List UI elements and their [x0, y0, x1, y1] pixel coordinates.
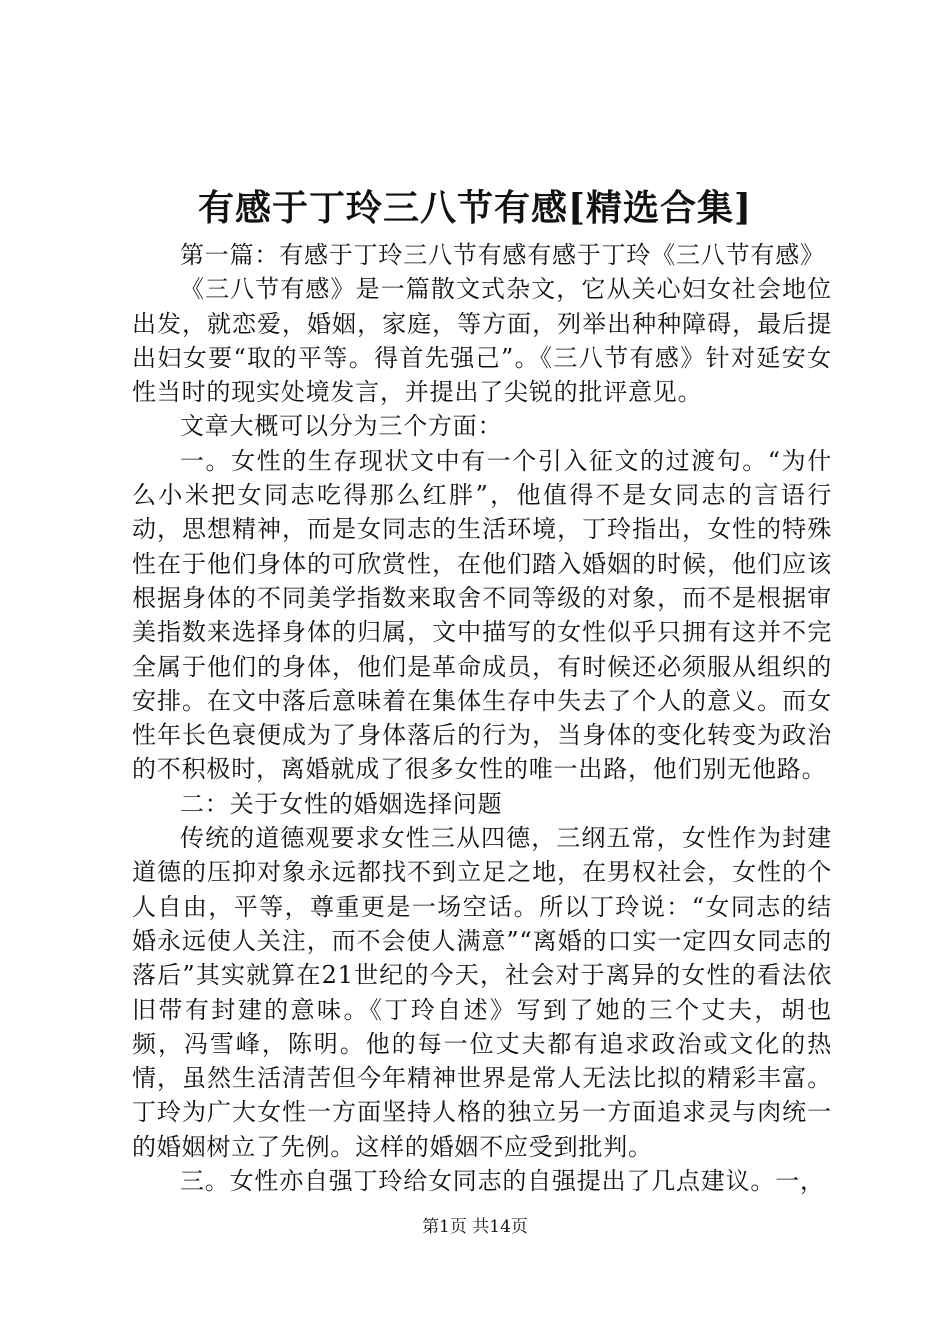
paragraph: 《三八节有感》是一篇散文式杂文，它从关心妇女社会地位出发，就恋爱，婚姻，家庭，等方面，列举出种种障碍，最后提出妇女要“取的平等。得首先强己”。《三八节有感》针对延安女性当时的现实处境发言，并提出了尖锐的批评意见。	[132, 275, 832, 407]
paragraph: 文章大概可以分为三个方面：	[180, 412, 503, 441]
paragraph: 二：关于女性的婚姻选择问题	[180, 789, 503, 818]
paragraph: 第一篇：有感于丁玲三八节有感有感于丁玲《三八节有感》	[180, 241, 825, 269]
page-footer: 第1页 共14页	[422, 1217, 528, 1237]
paragraph: 一。女性的生存现状文中有一个引入征文的过渡句。“为什么小米把女同志吃得那么红胖”，他值得不是女同志的言语行动，思想精神，而是女同志的生活环境，丁玲指出，女性的特殊性在于他们身体的可欣赏性，在他们踏入婚姻的时候，他们应该根据身体的不同美学指数来取舍不同等级的对象，而不是根据审美指数来选择身体的归属，文中描写的女性似乎只拥有这并不完全属于他们的身体，他们是革命成员，有时候还必须服从组织的安排。在文中落后意味着在集体生存中失去了个人的意义。而女性年长色衰便成为了身体落后的行为，当身体的变化转变为政治的不积极时，离婚就成了很多女性的唯一出路，他们别无他路。	[132, 446, 832, 784]
document-body	[132, 238, 832, 1198]
paragraph: 三。女性亦自强丁玲给女同志的自强提出了几点建议。一，	[180, 1167, 825, 1196]
paragraph: 传统的道德观要求女性三从四德，三纲五常，女性作为封建道德的压抑对象永远都找不到立足之地，在男权社会，女性的个人自由，平等，尊重更是一场空话。所以丁玲说：“女同志的结婚永远使人关注，而不会使人满意”“离婚的口实一定四女同志的落后”其实就算在21世纪的今天，社会对于离异的女性的看法依旧带有封建的意味。《丁玲自述》写到了她的三个丈夫，胡也频，冯雪峰，陈明。他的每一位丈夫都有追求政治或文化的热情，虽然生活清苦但今年精神世界是常人无法比拟的精彩丰富。丁玲为广大女性一方面坚持人格的独立另一方面追求灵与肉统一的婚姻树立了先例。这样的婚姻不应受到批判。	[132, 824, 832, 1161]
document-title: 有感于丁玲三八节有感[精选合集]	[197, 187, 753, 229]
